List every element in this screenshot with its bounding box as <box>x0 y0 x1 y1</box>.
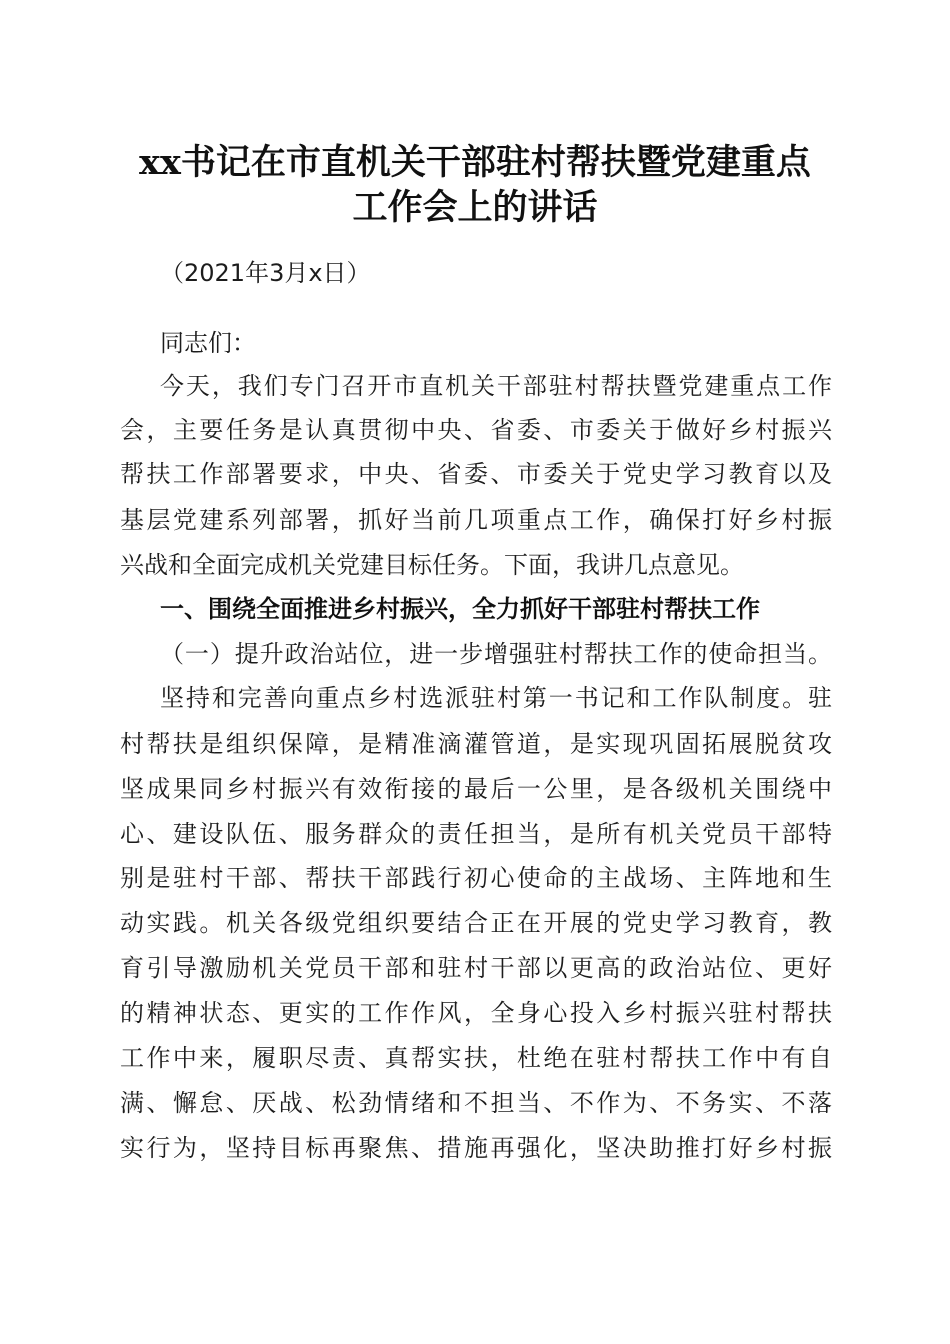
paragraph-2-line: 别是驻村干部、帮扶干部践行初心使命的主战场、主阵地和生 <box>120 864 832 892</box>
document-title-line-1: xx书记在市直机关干部驻村帮扶暨党建重点 <box>139 142 811 183</box>
paragraph-1-line: 基层党建系列部署，抓好当前几项重点工作，确保打好乡村振 <box>120 506 832 534</box>
paragraph-2-line: 工作中来，履职尽责、真帮实扶，杜绝在驻村帮扶工作中有自 <box>120 1044 832 1072</box>
speech-date: （2021年3月x日） <box>160 259 371 287</box>
paragraph-2-line: 育引导激励机关党员干部和驻村干部以更高的政治站位、更好 <box>120 954 832 982</box>
paragraph-1-line: 会，主要任务是认真贯彻中央、省委、市委关于做好乡村振兴 <box>120 416 832 444</box>
section-heading: 一、围绕全面推进乡村振兴，全力抓好干部驻村帮扶工作 <box>160 595 760 623</box>
paragraph-2-line: 坚成果同乡村振兴有效衔接的最后一公里，是各级机关围绕中 <box>120 775 832 803</box>
paragraph-2-line: 心、建设队伍、服务群众的责任担当，是所有机关党员干部特 <box>120 820 832 848</box>
paragraph-2-line: 坚持和完善向重点乡村选派驻村第一书记和工作队制度。驻 <box>160 684 832 712</box>
paragraph-2-line: 实行为，坚持目标再聚焦、措施再强化，坚决助推打好乡村振 <box>120 1134 832 1162</box>
paragraph-2-line: 的精神状态、更实的工作作风，全身心投入乡村振兴驻村帮扶 <box>120 999 832 1027</box>
paragraph-1-line: 帮扶工作部署要求，中央、省委、市委关于党史学习教育以及 <box>120 460 832 488</box>
paragraph-1-line: 兴战和全面完成机关党建目标任务。下面，我讲几点意见。 <box>120 551 744 579</box>
paragraph-2-line: 动实践。机关各级党组织要结合正在开展的党史学习教育，教 <box>120 909 832 937</box>
paragraph-1-line: 今天，我们专门召开市直机关干部驻村帮扶暨党建重点工作 <box>160 372 832 400</box>
document-title-line-2: 工作会上的讲话 <box>352 187 598 228</box>
paragraph-2-line: 满、懈怠、厌战、松劲情绪和不担当、不作为、不务实、不落 <box>120 1089 832 1117</box>
salutation: 同志们： <box>160 329 256 357</box>
subsection-heading: （一）提升政治站位，进一步增强驻村帮扶工作的使命担当。 <box>160 640 832 668</box>
paragraph-2-line: 村帮扶是组织保障，是精准滴灌管道，是实现巩固拓展脱贫攻 <box>120 730 832 758</box>
